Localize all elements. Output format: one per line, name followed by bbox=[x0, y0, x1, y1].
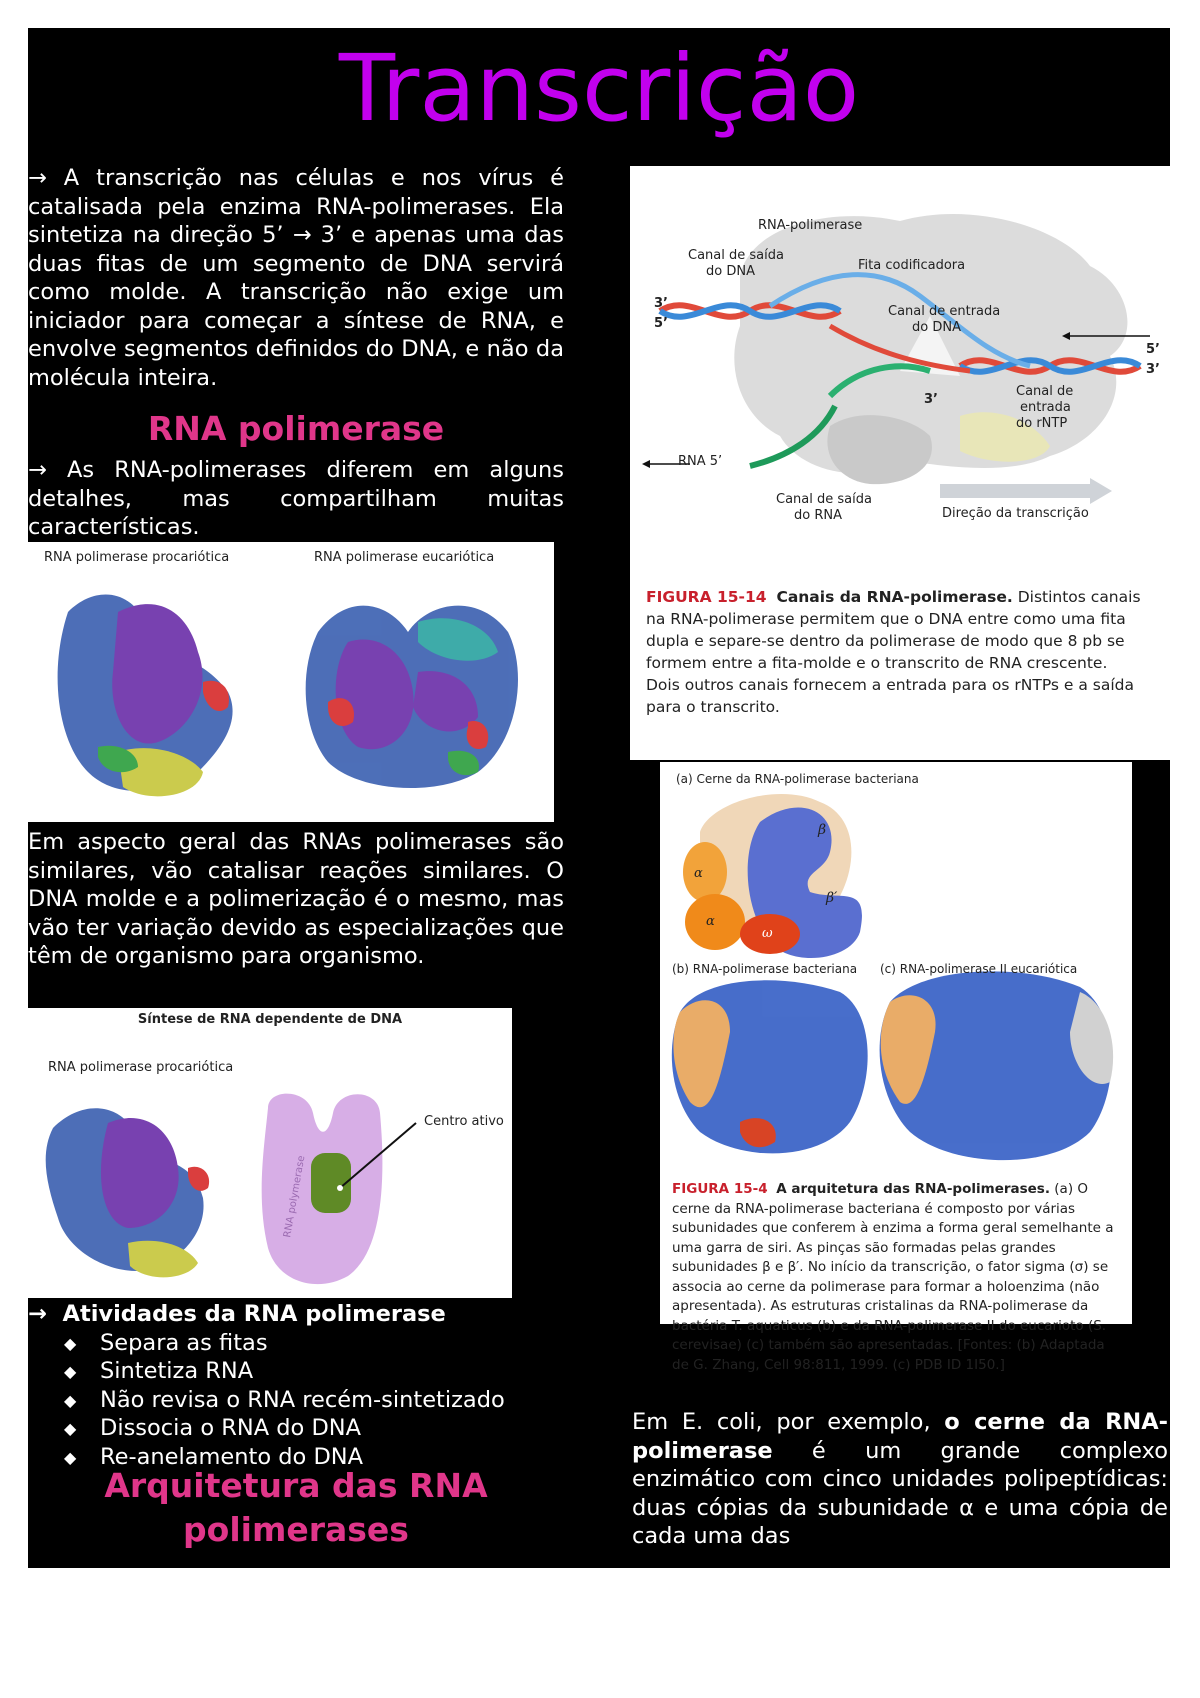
subunit-alpha-1: α bbox=[694, 866, 703, 881]
label-eukaryotic: RNA polimerase eucariótica bbox=[314, 550, 495, 565]
figure-structures bbox=[28, 542, 554, 822]
synthesis-title: Síntese de RNA dependente de DNA bbox=[137, 1012, 403, 1027]
figure-15-14 bbox=[630, 166, 1170, 760]
label-3-prime-right: 3’ bbox=[1146, 362, 1160, 377]
caption-title: Canais da RNA-polimerase. bbox=[776, 588, 1013, 606]
synthesis-illustration bbox=[28, 1008, 512, 1298]
arquitetura-heading-line1: Arquitetura das RNA bbox=[104, 1466, 488, 1505]
label-canal-saida-rna-1: Canal de saída bbox=[776, 492, 872, 507]
subunit-omega: ω bbox=[762, 926, 773, 941]
ecoli-text-bold: o cerne da RNA-polimerase bbox=[632, 1409, 1168, 1464]
ecoli-text-1: Em E. coli, por exemplo, bbox=[632, 1409, 945, 1435]
activities-section bbox=[28, 1300, 588, 1471]
caption-title: A arquitetura das RNA-polimerases. bbox=[776, 1181, 1050, 1197]
label-prokaryotic: RNA polimerase procariótica bbox=[44, 550, 230, 565]
page-title: Transcrição bbox=[338, 35, 860, 142]
subunit-beta-prime: β′ bbox=[826, 890, 838, 906]
figure-15-14-caption bbox=[646, 586, 1146, 718]
rna-polimerase-channels-illustration bbox=[630, 166, 1170, 586]
active-center-label: Centro ativo bbox=[424, 1114, 504, 1129]
figure-synthesis bbox=[28, 1008, 512, 1298]
polymerase-architecture-illustration bbox=[660, 762, 1132, 1222]
label-canal-saida-rna-2: do RNA bbox=[794, 508, 842, 523]
caption-fig-number: FIGURA 15-14 bbox=[646, 588, 767, 606]
label-canal-entrada-dna-1: Canal de entrada bbox=[888, 304, 1001, 319]
synthesis-label-prokaryotic: RNA polimerase procariótica bbox=[48, 1060, 234, 1075]
arquitetura-heading bbox=[28, 1464, 564, 1552]
intro-paragraph: → A transcrição nas células e nos vírus é catalisada pela enzima RNA-polimerases. Ela sintetiza na direção 5’ → 3’ e apenas uma das duas fitas de um segmento de DNA servirá como molde. A transcrição não exige um iniciador para começar a síntese de RNA, e envolve segmentos definidos do DNA, e não da molécula inteira. bbox=[28, 165, 564, 391]
label-5-prime-right: 5’ bbox=[1146, 342, 1160, 357]
label-5-prime-left: 5’ bbox=[654, 316, 668, 331]
label-rna-5: RNA 5’ bbox=[678, 454, 723, 469]
arquitetura-heading-line2: polimerases bbox=[183, 1510, 409, 1549]
enzyme-label: RNA polymerase bbox=[282, 1154, 308, 1239]
caption-fig-number: FIGURA 15-4 bbox=[672, 1181, 768, 1197]
activities-list bbox=[28, 1329, 588, 1472]
label-rntp-1: Canal de bbox=[1016, 384, 1074, 399]
similarity-paragraph: Em aspecto geral das RNAs polimerases são similares, vão catalisar reações similares. O DNA molde e a polimerização é o mesmo, mas vão ter variação devido as especializações que têm de organismo para organismo. bbox=[28, 829, 564, 969]
activities-heading-text: Atividades da RNA polimerase bbox=[62, 1301, 446, 1327]
list-item: ◆ Não revisa o RNA recém-sintetizado bbox=[28, 1386, 588, 1415]
ecoli-paragraph bbox=[632, 1408, 1168, 1551]
caption-text: (a) O cerne da RNA-polimerase bacteriana é composto por várias subunidades que conferem à enzima a forma geral semelhante a uma garra de siri. As pinças são formadas pelas grandes subunidades β e β′. No início da transcrição, o fator sigma (σ) se associa ao cerne da polimerase para formar a holoenzima (não apresentada). As estruturas cristalinas da RNA-polimerase da bactéria T. aquaticus (b) e da RNA-polimerase II do eucarioto (S. cerevisae) (c) também são apresentadas. [Fontes: (b) Adaptada de G. Zhang, Cell 98:811, 1999. (c) PDB ID 1I50.] bbox=[672, 1181, 1114, 1373]
figure-15-4-caption bbox=[672, 1180, 1124, 1375]
protein-structures-illustration bbox=[28, 542, 554, 822]
rna-polimerase-paragraph: → As RNA-polimerases diferem em alguns detalhes, mas compartilham muitas características. bbox=[28, 457, 564, 540]
page bbox=[28, 28, 1170, 1568]
activities-heading bbox=[28, 1300, 588, 1329]
list-item: ◆ Re-anelamento do DNA bbox=[28, 1443, 588, 1472]
label-canal-entrada-dna-2: do DNA bbox=[912, 320, 961, 335]
label-rntp-2: entrada bbox=[1020, 400, 1071, 415]
list-item: ◆ Dissocia o RNA do DNA bbox=[28, 1414, 588, 1443]
label-rna-polimerase: RNA-polimerase bbox=[758, 218, 863, 233]
label-c: (c) RNA-polimerase II eucariótica bbox=[880, 962, 1078, 976]
caption-text: Distintos canais na RNA-polimerase permitem que o DNA entre como uma fita dupla e separe-se dentro da polimerase de modo que 8 pb se formem entre a fita-molde e o transcrito de RNA crescente. Dois outros canais fornecem a entrada para os rNTPs e a saída para o transcrito. bbox=[646, 588, 1141, 716]
list-item: ◆ Separa as fitas bbox=[28, 1329, 588, 1358]
label-3-prime-left: 3’ bbox=[654, 296, 668, 311]
rna-polimerase-heading: RNA polimerase bbox=[147, 409, 445, 448]
figure-15-4 bbox=[660, 762, 1132, 1373]
list-item: ◆ Sintetiza RNA bbox=[28, 1357, 588, 1386]
subunit-alpha-2: α bbox=[706, 914, 715, 929]
label-a: (a) Cerne da RNA-polimerase bacteriana bbox=[676, 772, 919, 786]
label-b: (b) RNA-polimerase bacteriana bbox=[672, 962, 858, 976]
label-fita-codificadora: Fita codificadora bbox=[858, 258, 966, 273]
ecoli-text-2: é um grande complexo enzimático com cinco unidades polipeptídicas: duas cópias da subunidade α e uma cópia de cada uma das bbox=[632, 1437, 1168, 1549]
label-3-prime-rna: 3’ bbox=[924, 392, 938, 407]
label-direcao: Direção da transcrição bbox=[942, 506, 1089, 521]
activities-arrow: → bbox=[28, 1301, 47, 1327]
label-canal-saida-dna-1: Canal de saída bbox=[688, 248, 784, 263]
label-canal-saida-dna-2: do DNA bbox=[706, 264, 755, 279]
label-rntp-3: do rNTP bbox=[1016, 416, 1068, 431]
subunit-beta: β bbox=[818, 822, 827, 838]
